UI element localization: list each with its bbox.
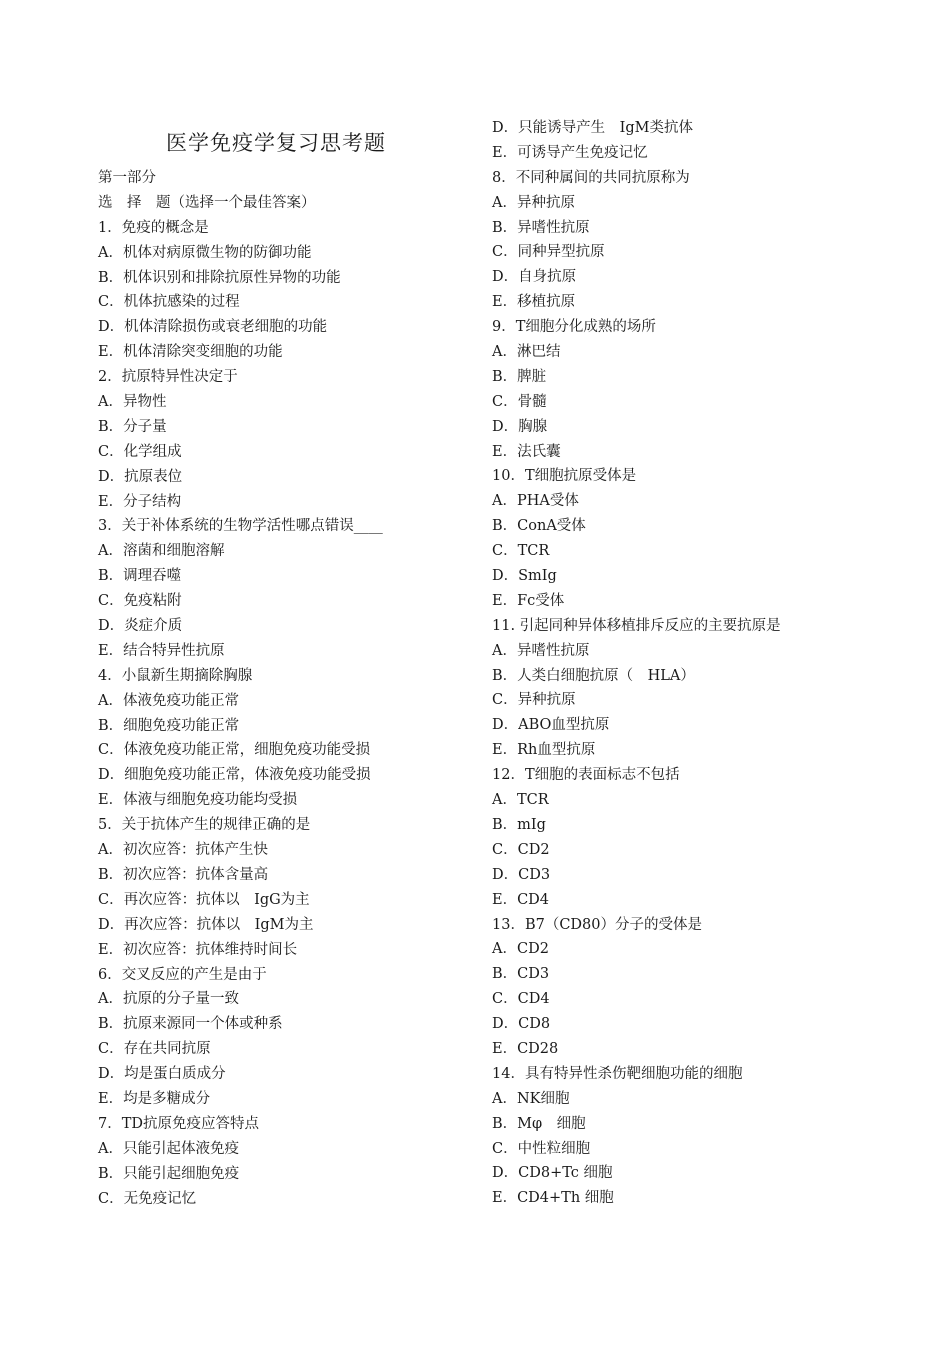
option-line: C．化学组成: [98, 443, 182, 460]
question-11: 11. 引起同种异体移植排斥反应的主要抗原是: [492, 617, 781, 634]
left-question-list: [98, 166, 383, 1211]
option-line: C．CD2: [492, 841, 550, 858]
option-line: D．CD8: [492, 1016, 551, 1033]
option-line: C．免疫粘附: [98, 593, 182, 610]
option-line: B．调理吞噬: [98, 568, 182, 585]
question-14: 14．具有特异性杀伤靶细胞功能的细胞: [492, 1065, 743, 1082]
option-line: D．自身抗原: [492, 269, 577, 286]
option-line: A．异嗜性抗原: [492, 642, 590, 659]
question-12: 12．T细胞的表面标志不包括: [492, 767, 680, 784]
option-line: E．均是多糖成分: [98, 1090, 211, 1107]
option-line: E．结合特异性抗原: [98, 642, 225, 659]
option-line: B．细胞免疫功能正常: [98, 717, 240, 734]
option-line: B．只能引起细胞免疫: [98, 1165, 240, 1182]
option-line: C．异种抗原: [492, 692, 576, 709]
section-instruction: 选 择 题（选择一个最佳答案）: [98, 194, 316, 211]
question-7: 7．TD抗原免疫应答特点: [98, 1115, 260, 1132]
section-heading: 第一部分: [98, 170, 156, 186]
option-line: C．CD4: [492, 991, 550, 1008]
option-line: D．只能诱导产生 IgM类抗体: [492, 120, 693, 136]
option-line: A．TCR: [492, 792, 549, 809]
question-6: 6．交叉反应的产生是由于: [98, 966, 267, 983]
option-line: C．机体抗感染的过程: [98, 294, 240, 311]
option-line: D．炎症介质: [98, 618, 183, 635]
option-line: B．初次应答：抗体含量高: [98, 866, 269, 883]
question-10: 10．T细胞抗原受体是: [492, 468, 637, 485]
option-line: C．中性粒细胞: [492, 1140, 591, 1157]
option-line: D．胸腺: [492, 418, 548, 435]
option-line: E．法氏囊: [492, 443, 561, 460]
option-line: D．ABO血型抗原: [492, 717, 610, 734]
option-line: C．无免疫记忆: [98, 1190, 197, 1207]
option-line: D．机体清除损伤或衰老细胞的功能: [98, 319, 328, 336]
question-13: 13．B7（CD80）分子的受体是: [492, 916, 703, 933]
right-question-list: [492, 116, 781, 1211]
option-line: A．异物性: [98, 394, 167, 411]
question-2: 2．抗原特异性决定于: [98, 369, 238, 386]
option-line: D．抗原表位: [98, 468, 183, 485]
option-line: A．机体对病原微生物的防御功能: [98, 244, 312, 261]
option-line: A．只能引起体液免疫: [98, 1140, 239, 1157]
option-line: B．mIg: [492, 816, 546, 833]
question-8: 8．不同种属间的共同抗原称为: [492, 169, 690, 186]
option-line: E．Fc受体: [492, 592, 565, 609]
option-line: E．可诱导产生免疫记忆: [492, 144, 648, 161]
option-line: A．溶菌和细胞溶解: [98, 543, 225, 560]
option-line: E．移植抗原: [492, 294, 576, 311]
option-line: E．CD4+Th 细胞: [492, 1190, 614, 1207]
option-line: C．TCR: [492, 543, 550, 560]
option-line: B．抗原来源同一个体或种系: [98, 1016, 283, 1033]
document-title: 医学免疫学复习思考题: [166, 131, 386, 155]
option-line: A．抗原的分子量一致: [98, 991, 239, 1008]
option-line: D．CD3: [492, 866, 551, 883]
option-line: A．PHA受体: [492, 493, 579, 510]
option-line: E．分子结构: [98, 493, 182, 510]
option-line: E．机体清除突变细胞的功能: [98, 344, 283, 361]
option-line: C．体液免疫功能正常，细胞免疫功能受损: [98, 742, 371, 759]
option-line: B．CD3: [492, 966, 550, 983]
option-line: D．CD8+Tc 细胞: [492, 1165, 613, 1182]
option-line: B．异嗜性抗原: [492, 219, 590, 236]
option-line: D．SmIg: [492, 568, 557, 585]
option-line: C．再次应答：抗体以 IgG为主: [98, 891, 310, 908]
option-line: D．细胞免疫功能正常，体液免疫功能受损: [98, 767, 371, 784]
option-line: C．同种异型抗原: [492, 244, 605, 261]
option-line: C．存在共同抗原: [98, 1041, 211, 1058]
option-line: D．均是蛋白质成分: [98, 1066, 226, 1083]
option-line: D．再次应答：抗体以 IgM为主: [98, 916, 314, 933]
option-line: A．体液免疫功能正常: [98, 692, 239, 709]
option-line: E．初次应答：抗体维持时间长: [98, 941, 298, 958]
option-line: B．Mφ 细胞: [492, 1115, 586, 1132]
option-line: C．骨髓: [492, 393, 547, 410]
question-4: 4．小鼠新生期摘除胸腺: [98, 667, 253, 684]
option-line: B．机体识别和排除抗原性异物的功能: [98, 269, 341, 286]
option-line: B．分子量: [98, 418, 167, 435]
question-9: 9．T细胞分化成熟的场所: [492, 319, 656, 336]
option-line: B．ConA受体: [492, 518, 586, 535]
option-line: E．体液与细胞免疫功能均受损: [98, 792, 298, 809]
option-line: E．CD4: [492, 891, 550, 908]
option-line: B．人类白细胞抗原（ HLA）: [492, 667, 695, 684]
option-line: A．NK细胞: [492, 1090, 570, 1107]
option-line: A．异种抗原: [492, 194, 575, 211]
question-5: 5．关于抗体产生的规律正确的是: [98, 817, 311, 834]
option-line: E．CD28: [492, 1040, 559, 1057]
option-line: A．淋巴结: [492, 344, 561, 361]
option-line: A．初次应答：抗体产生快: [98, 842, 268, 859]
option-line: B．脾脏: [492, 368, 547, 385]
question-1: 1．免疫的概念是: [98, 219, 209, 236]
option-line: A．CD2: [492, 941, 549, 958]
question-3: 3．关于补体系统的生物学活性哪点错误____: [98, 518, 383, 535]
option-line: E．Rh血型抗原: [492, 742, 596, 759]
